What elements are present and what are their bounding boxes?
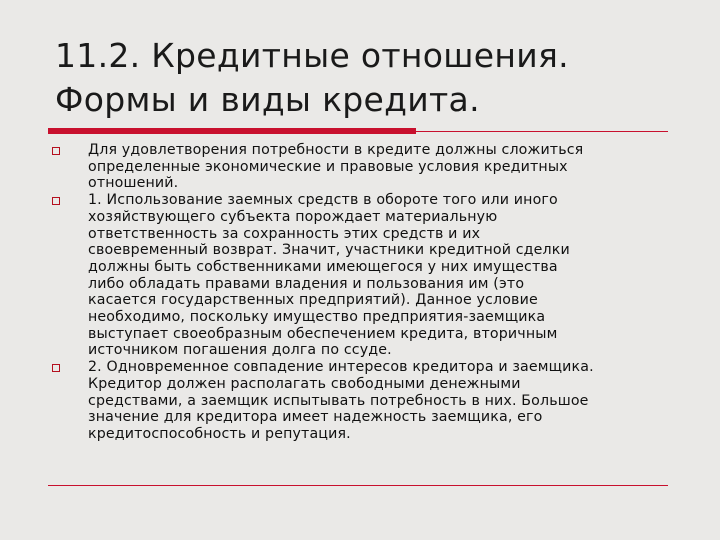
list-item [50,142,690,192]
text-line: отношений. [88,175,179,192]
list-item-text [88,359,690,443]
title-underline-thin [416,131,668,132]
text-line: средствами, а заемщик испытывать потребность в них. Большое [88,392,589,409]
text-line: должны быть собственниками имеющегося у них имущества [88,258,558,275]
text-line: касается государственных предприятий). Данное условие [88,292,538,309]
slide-title-line: Формы и виды кредита. [55,80,480,119]
bullet-list [50,142,690,443]
text-line: ответственность за сохранность этих средств и их [88,225,481,242]
list-item-text [88,192,690,359]
hollow-square-bullet-icon [52,147,60,155]
text-line: значение для кредитора имеет надежность заемщика, его [88,409,543,426]
list-item-text [88,142,690,192]
text-line: источником погашения долга по ссуде. [88,342,392,359]
text-line: хозяйствующего субъекта порождает материальную [88,208,498,225]
title-underline-thick [48,128,416,134]
slide-title [55,34,695,122]
slide-title-line: 11.2. Кредитные отношения. [55,36,569,75]
text-line: Кредитор должен располагать свободными денежными [88,375,521,392]
list-item [50,192,690,359]
list-item [50,359,690,443]
footer-rule [48,485,668,486]
text-line: определенные экономические и правовые условия кредитных [88,158,568,175]
text-line: 1. Использование заемных средств в обороте того или иного [88,192,558,209]
title-underline [48,128,668,134]
text-line: либо обладать правами владения и пользования им (это [88,275,525,292]
text-line: выступает своеобразным обеспечением кредита, вторичным [88,325,558,342]
text-line: 2. Одновременное совпадение интересов кредитора и заемщика. [88,359,594,376]
hollow-square-bullet-icon [52,197,60,205]
text-line: необходимо, поскольку имущество предприятия-заемщика [88,309,546,326]
text-line: своевременный возврат. Значит, участники кредитной сделки [88,242,570,259]
hollow-square-bullet-icon [52,364,60,372]
text-line: кредитоспособность и репутация. [88,425,351,442]
text-line: Для удовлетворения потребности в кредите должны сложиться [88,142,584,158]
